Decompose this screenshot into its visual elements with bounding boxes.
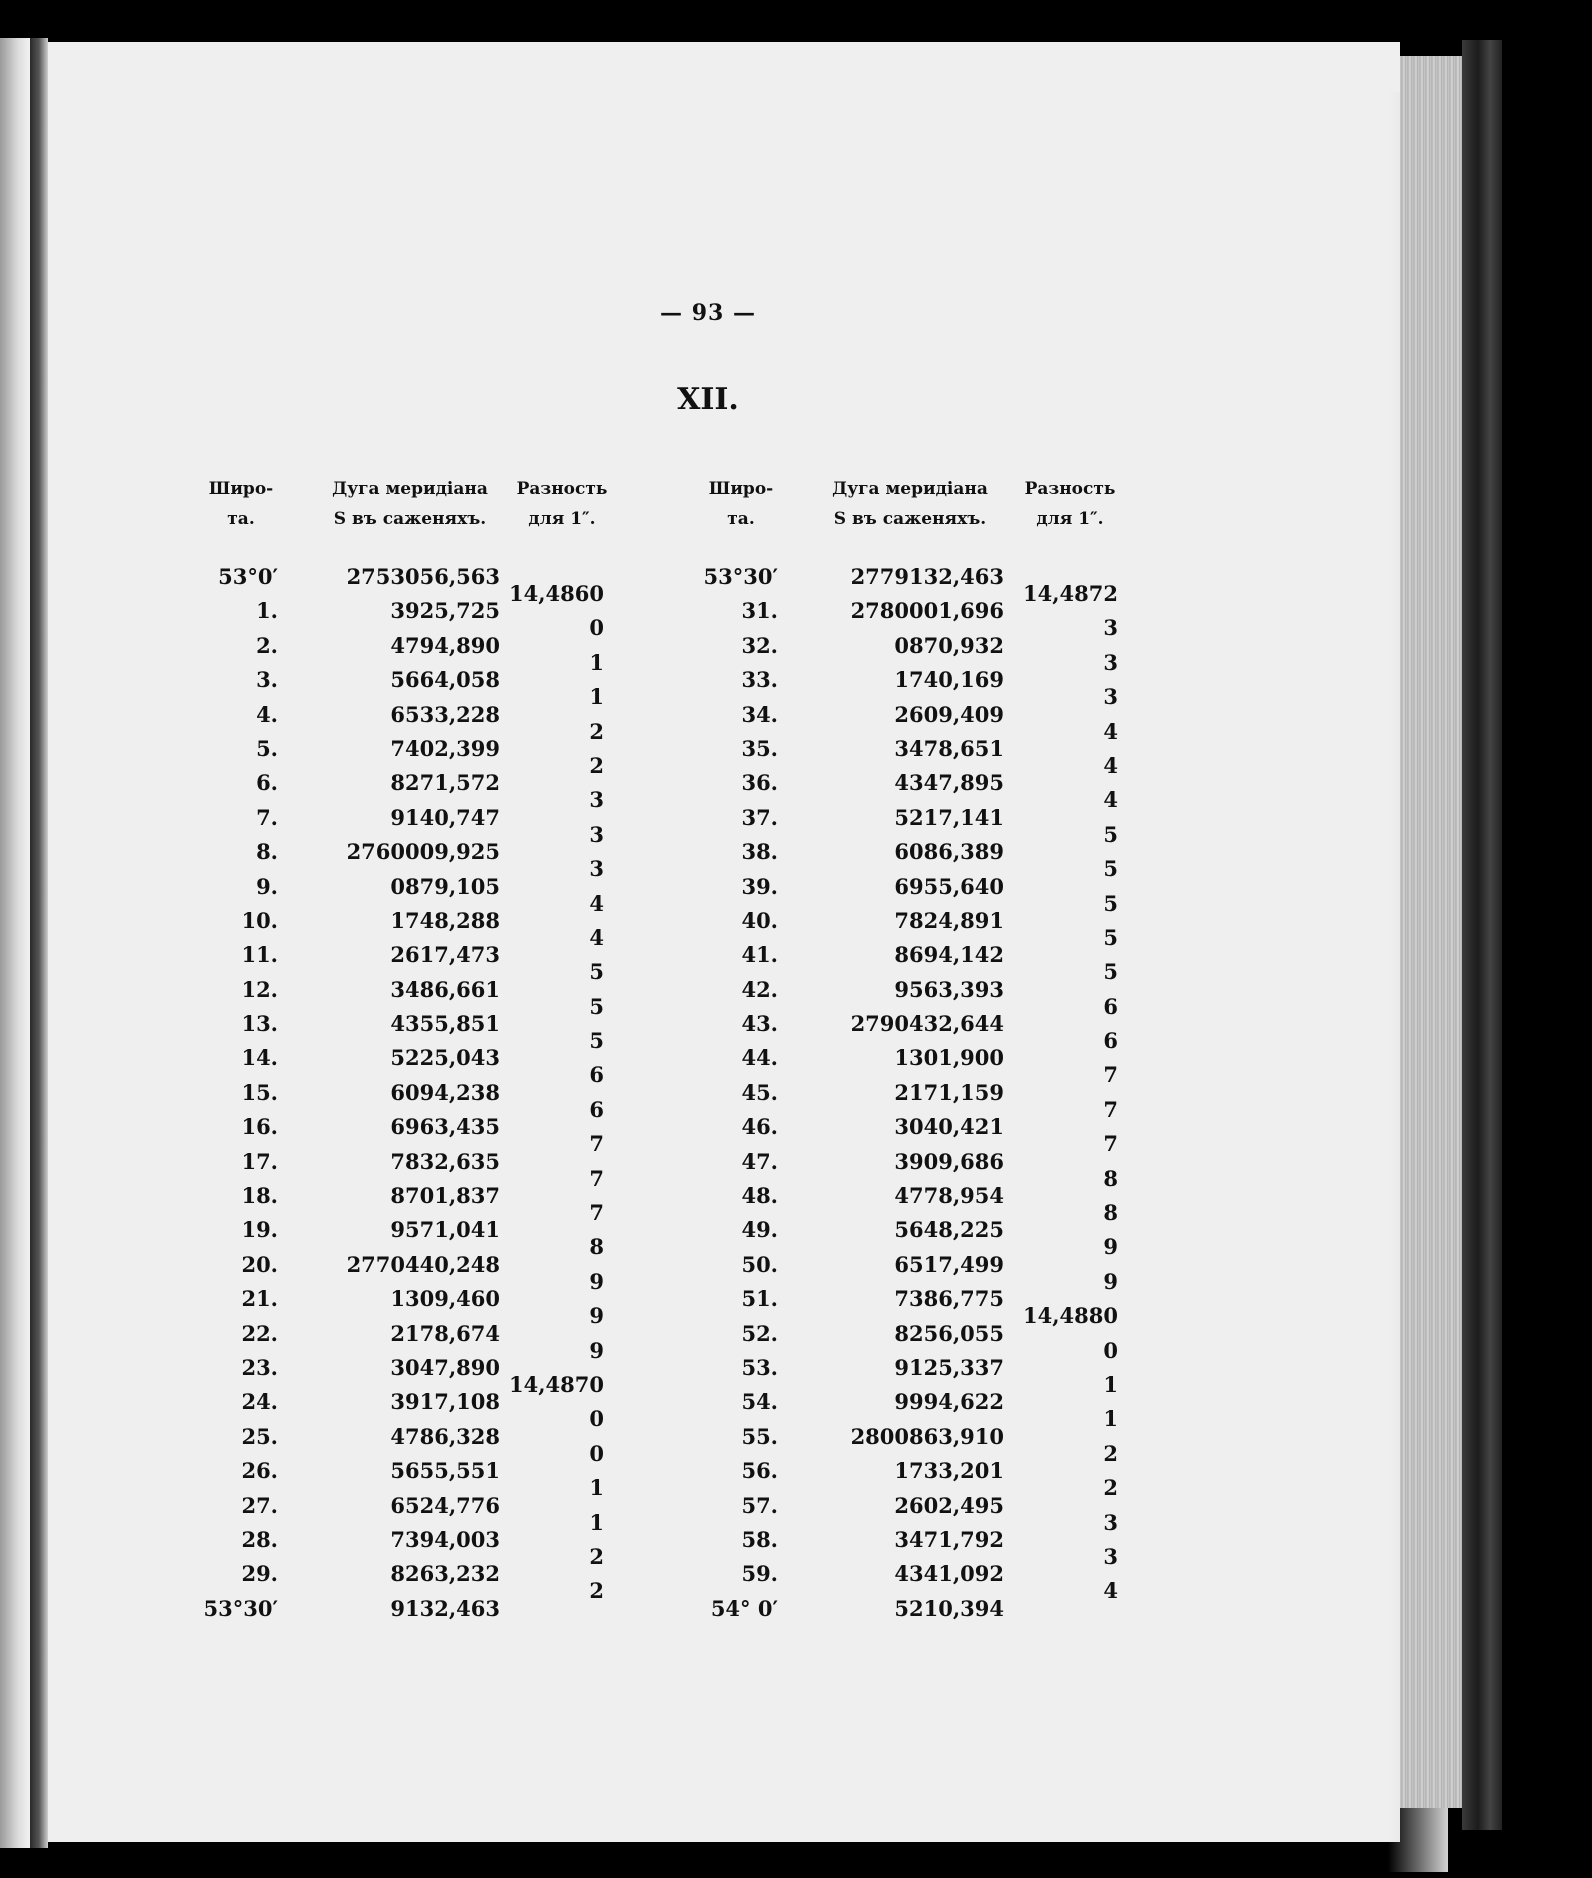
arc-value-cell: 8256,055 [894,1320,1004,1346]
arc-value-cell: 7832,635 [390,1148,500,1174]
latitude-cell: 26. [241,1458,278,1484]
difference-cell: 2 [1103,1440,1118,1466]
difference-cell: 1 [589,1509,604,1535]
latitude-cell: 25. [241,1423,278,1449]
arc-value-cell: 4786,328 [390,1423,500,1449]
arc-value-cell: 5225,043 [390,1045,500,1071]
difference-cell: 3 [1103,1543,1118,1569]
left-header-difference: Разность для 1″. [516,479,608,529]
difference-cell: 2 [1103,1475,1118,1501]
arc-value-cell: 7394,003 [390,1526,500,1552]
latitude-cell: 50. [741,1251,778,1277]
latitude-cell: 35. [741,735,778,761]
difference-cell: 7 [589,1165,604,1191]
latitude-cell: 4. [256,701,278,727]
difference-cell: 3 [589,821,604,847]
latitude-cell: 31. [741,598,778,624]
arc-value-cell: 7402,399 [390,735,500,761]
book-cover [1462,40,1502,1830]
latitude-cell: 53°0′ [218,564,278,589]
difference-cell: 3 [1103,684,1118,710]
difference-cell: 7 [1103,1131,1118,1157]
difference-cell: 5 [1103,924,1118,950]
arc-value-cell: 9132,463 [390,1595,500,1621]
difference-cell: 4 [1103,752,1118,778]
difference-cell: 2 [589,718,604,744]
latitude-cell: 28. [241,1526,278,1552]
difference-cell: 0 [1103,1337,1118,1363]
latitude-cell: 23. [241,1354,278,1380]
latitude-cell: 2. [256,632,278,658]
arc-value-cell: 3486,661 [390,976,500,1002]
difference-cell: 14,4880 [1023,1303,1118,1329]
arc-value-cell: 1733,201 [894,1458,1004,1484]
difference-cell: 4 [589,890,604,916]
difference-cell: 7 [1103,1062,1118,1088]
latitude-cell: 6. [256,770,278,796]
latitude-cell: 16. [241,1114,278,1140]
arc-value-cell: 4347,895 [894,770,1004,796]
arc-value-cell: 3917,108 [390,1389,500,1415]
arc-value-cell: 9571,041 [390,1217,500,1243]
right-header-difference: Разность для 1″. [1024,479,1116,529]
right-header-arc: Дуга меридіана S въ саженяхъ. [832,479,988,529]
left-arc-column [308,560,500,1626]
difference-cell: 1 [1103,1406,1118,1432]
left-difference-column [504,577,604,1609]
latitude-cell: 53. [741,1354,778,1380]
arc-value-cell: 6094,238 [390,1079,500,1105]
arc-value-cell: 8694,142 [894,942,1004,968]
latitude-cell: 11. [241,942,278,968]
arc-value-cell: 2753056,563 [346,564,500,589]
latitude-cell: 9. [256,873,278,899]
latitude-cell: 40. [741,907,778,933]
arc-value-cell: 4341,092 [894,1561,1004,1587]
latitude-cell: 51. [741,1286,778,1312]
latitude-cell: 57. [741,1492,778,1518]
difference-cell: 2 [589,1578,604,1604]
latitude-cell: 15. [241,1079,278,1105]
arc-value-cell: 6517,499 [894,1251,1004,1277]
arc-value-cell: 3925,725 [390,598,500,624]
difference-cell: 6 [589,1062,604,1088]
latitude-cell: 55. [741,1423,778,1449]
difference-cell: 9 [1103,1268,1118,1294]
latitude-cell: 22. [241,1320,278,1346]
arc-value-cell: 2800863,910 [850,1423,1004,1449]
difference-cell: 3 [1103,615,1118,641]
arc-value-cell: 2780001,696 [850,598,1004,624]
latitude-cell: 37. [741,804,778,830]
latitude-cell: 18. [241,1183,278,1209]
difference-cell: 1 [1103,1371,1118,1397]
arc-value-cell: 3478,651 [894,735,1004,761]
difference-cell: 3 [589,856,604,882]
latitude-cell: 32. [741,632,778,658]
difference-cell: 3 [589,787,604,813]
arc-value-cell: 8271,572 [390,770,500,796]
difference-cell: 7 [1103,1096,1118,1122]
arc-value-cell: 9994,622 [894,1389,1004,1415]
difference-cell: 8 [1103,1165,1118,1191]
arc-value-cell: 1301,900 [894,1045,1004,1071]
latitude-cell: 54. [741,1389,778,1415]
difference-cell: 0 [589,1406,604,1432]
latitude-cell: 43. [741,1011,778,1037]
arc-value-cell: 2779132,463 [850,564,1004,589]
latitude-cell: 42. [741,976,778,1002]
difference-cell: 4 [1103,787,1118,813]
arc-value-cell: 4355,851 [390,1011,500,1037]
difference-cell: 14,4860 [509,581,604,606]
arc-value-cell: 7824,891 [894,907,1004,933]
latitude-cell: 52. [741,1320,778,1346]
latitude-cell: 58. [741,1526,778,1552]
difference-cell: 7 [589,1200,604,1226]
latitude-cell: 1. [256,598,278,624]
arc-value-cell: 2178,674 [390,1320,500,1346]
arc-value-cell: 3047,890 [390,1354,500,1380]
latitude-cell: 48. [741,1183,778,1209]
latitude-cell: 13. [241,1011,278,1037]
arc-value-cell: 6533,228 [390,701,500,727]
arc-value-cell: 2617,473 [390,942,500,968]
arc-value-cell: 5217,141 [894,804,1004,830]
latitude-cell: 38. [741,839,778,865]
arc-value-cell: 2609,409 [894,701,1004,727]
latitude-cell: 46. [741,1114,778,1140]
latitude-cell: 12. [241,976,278,1002]
difference-cell: 8 [589,1234,604,1260]
arc-value-cell: 0879,105 [390,873,500,899]
difference-cell: 6 [589,1096,604,1122]
latitude-cell: 8. [256,839,278,865]
difference-cell: 14,4872 [1023,581,1118,606]
arc-value-cell: 2171,159 [894,1079,1004,1105]
difference-cell: 0 [589,1440,604,1466]
latitude-cell: 39. [741,873,778,899]
difference-cell: 4 [1103,1578,1118,1604]
latitude-cell: 54° 0′ [710,1595,778,1621]
difference-cell: 5 [1103,959,1118,985]
arc-value-cell: 2770440,248 [346,1251,500,1277]
latitude-cell: 44. [741,1045,778,1071]
arc-value-cell: 4778,954 [894,1183,1004,1209]
section-title: XII. [677,382,739,417]
difference-cell: 3 [1103,649,1118,675]
difference-cell: 9 [1103,1234,1118,1260]
latitude-cell: 3. [256,667,278,693]
book-page [48,42,1400,1842]
arc-value-cell: 2760009,925 [346,839,500,865]
latitude-cell: 34. [741,701,778,727]
arc-value-cell: 3471,792 [894,1526,1004,1552]
latitude-cell: 19. [241,1217,278,1243]
arc-value-cell: 7386,775 [894,1286,1004,1312]
arc-value-cell: 3040,421 [894,1114,1004,1140]
difference-cell: 5 [1103,890,1118,916]
latitude-cell: 53°30′ [203,1595,278,1621]
latitude-cell: 47. [741,1148,778,1174]
arc-value-cell: 6955,640 [894,873,1004,899]
arc-value-cell: 9140,747 [390,804,500,830]
difference-cell: 0 [589,615,604,641]
arc-value-cell: 2602,495 [894,1492,1004,1518]
latitude-cell: 36. [741,770,778,796]
difference-cell: 1 [589,684,604,710]
arc-value-cell: 1740,169 [894,667,1004,693]
arc-value-cell: 5655,551 [390,1458,500,1484]
left-latitude-column [188,560,278,1626]
page-number: — 93 — [660,300,756,326]
difference-cell: 14,4870 [509,1371,604,1397]
difference-cell: 5 [589,993,604,1019]
book-page-edges [1400,56,1462,1808]
right-difference-column [1010,577,1118,1609]
left-header-arc: Дуга меридіана S въ саженяхъ. [332,479,488,529]
arc-value-cell: 8263,232 [390,1561,500,1587]
right-arc-column [808,560,1004,1626]
latitude-cell: 53°30′ [703,564,778,589]
difference-cell: 1 [589,1475,604,1501]
arc-value-cell: 0870,932 [894,632,1004,658]
arc-value-cell: 4794,890 [390,632,500,658]
difference-cell: 9 [589,1303,604,1329]
latitude-cell: 14. [241,1045,278,1071]
difference-cell: 9 [589,1337,604,1363]
latitude-cell: 49. [741,1217,778,1243]
latitude-cell: 41. [741,942,778,968]
arc-value-cell: 5648,225 [894,1217,1004,1243]
latitude-cell: 10. [241,907,278,933]
difference-cell: 8 [1103,1200,1118,1226]
difference-cell: 6 [1103,993,1118,1019]
difference-cell: 5 [589,1028,604,1054]
latitude-cell: 45. [741,1079,778,1105]
latitude-cell: 59. [741,1561,778,1587]
difference-cell: 5 [589,959,604,985]
left-header-latitude: Широ- та. [208,479,274,529]
arc-value-cell: 8701,837 [390,1183,500,1209]
difference-cell: 1 [589,649,604,675]
difference-cell: 2 [589,1543,604,1569]
arc-value-cell: 3909,686 [894,1148,1004,1174]
difference-cell: 7 [589,1131,604,1157]
latitude-cell: 27. [241,1492,278,1518]
latitude-cell: 17. [241,1148,278,1174]
previous-page-edge [0,38,30,1848]
latitude-cell: 20. [241,1251,278,1277]
difference-cell: 3 [1103,1509,1118,1535]
arc-value-cell: 6086,389 [894,839,1004,865]
arc-value-cell: 5210,394 [894,1595,1004,1621]
arc-value-cell: 9125,337 [894,1354,1004,1380]
latitude-cell: 29. [241,1561,278,1587]
latitude-cell: 56. [741,1458,778,1484]
arc-value-cell: 1748,288 [390,907,500,933]
difference-cell: 5 [1103,821,1118,847]
right-header-latitude: Широ- та. [708,479,774,529]
latitude-cell: 33. [741,667,778,693]
difference-cell: 5 [1103,856,1118,882]
arc-value-cell: 2790432,644 [850,1011,1004,1037]
right-latitude-column [688,560,778,1626]
difference-cell: 4 [589,924,604,950]
arc-value-cell: 9563,393 [894,976,1004,1002]
latitude-cell: 7. [256,804,278,830]
arc-value-cell: 5664,058 [390,667,500,693]
latitude-cell: 21. [241,1286,278,1312]
arc-value-cell: 6963,435 [390,1114,500,1140]
difference-cell: 2 [589,752,604,778]
difference-cell: 6 [1103,1028,1118,1054]
latitude-cell: 24. [241,1389,278,1415]
arc-value-cell: 6524,776 [390,1492,500,1518]
book-gutter [30,38,48,1848]
difference-cell: 4 [1103,718,1118,744]
latitude-cell: 5. [256,735,278,761]
difference-cell: 9 [589,1268,604,1294]
arc-value-cell: 1309,460 [390,1286,500,1312]
